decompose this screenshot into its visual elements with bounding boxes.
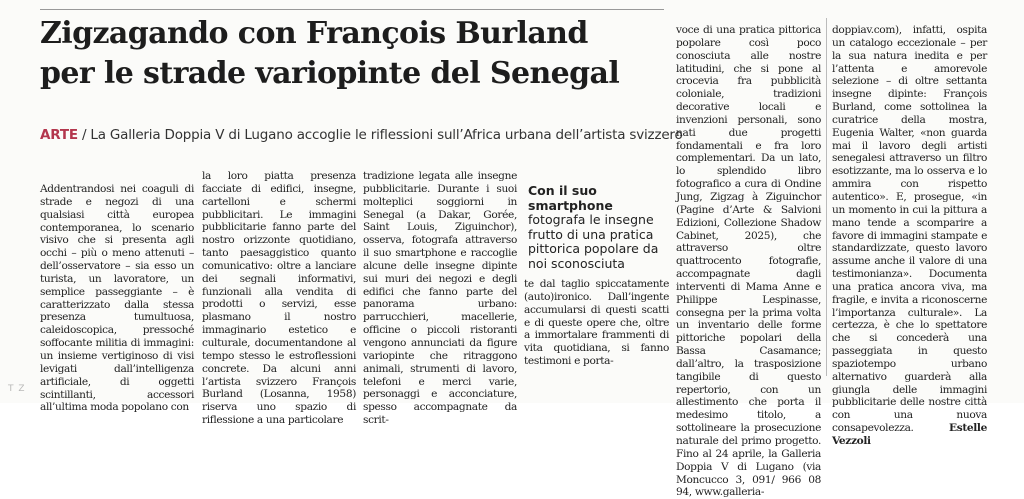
pull-quote: [528, 184, 668, 272]
pull-quote-title: Con il suo smartphone: [528, 183, 613, 213]
kicker: [40, 126, 683, 144]
headline: [40, 14, 666, 94]
pull-quote-text: fotografa le insegne frutto di una pratica pittorica popolare da noi sconosciuta: [528, 212, 659, 271]
author-signature: Estelle Vezzoli: [832, 422, 987, 447]
headline-line-2: per le strade variopinte del Senegal: [40, 56, 620, 91]
column-divider: [826, 18, 827, 376]
top-rule: [40, 9, 664, 10]
body-column-6: [832, 24, 987, 448]
body-column-5: voce di una pratica pittorica popolare così poco conosciuta alle nostre latitudini, che si pone al crocevia fra pubblicità coloniale, tradizioni decorative locali e invenzioni personali, sono nati due progetti fondamentali e fra loro complementari. Da un lato, lo splendido libro fotografico a cura di Ondine Jung, Zigzag à Ziguinchor (Pagine d’Arte & Salvioni Edizioni, Collezione Shadow Cabinet, 2025), che attraverso oltre quattrocento fotografie, accompagnate dagli interventi di Mama Anne e Philippe Lespinasse, consegna per la prima volta un inventario delle forme pittoriche popolari della Bassa Casamance; dall’altro, la trasposizione tangibile di questo repertorio, con un allestimento che porta il medesimo titolo, a sottolineare la prosecuzione naturale del primo progetto. Fino al 24 aprile, la Galleria Doppia V di Lugano (via Moncucco 3, 091/ 966 08 94, www.galleria-: [676, 24, 821, 499]
body-column-3: tradizione legata alle insegne pubblicitarie. Durante i suoi molteplici soggiorni in Senegal (a Dakar, Gorée, Saint Louis, Ziguinchor), osserva, fotografa attraverso il suo smartphone e raccoglie alcune delle insegne dipinte sui muri dei negozi e degli edifici che fanno parte del panorama urbano: parrucchieri, macellerie, officine o piccoli ristoranti vengono annunciati da figure variopinte che ritraggono animali, strumenti di lavoro, telefoni e merci varie, personaggi e acconciature, spesso accompagnate da scrit-: [363, 170, 517, 427]
page-corner-mark: T Z: [8, 384, 26, 394]
kicker-text: / La Galleria Doppia V di Lugano accoglie le riflessioni sull’Africa urbana dell’artista svizzero: [77, 127, 683, 143]
body-column-2: la loro piatta presenza facciate di edifici, insegne, cartelloni e schermi pubblicitari. Le immagini pubblicitarie fanno parte del nostro orizzonte quotidiano, tanto paesaggistico quanto comunicativo: oltre a lanciare dei segnali informativi, funzionali alla vendita di prodotti o servizi, esse plasmano il nostro immaginario estetico e culturale, documentandone al tempo stesso le estroflessioni concrete. Da alcuni anni l’artista svizzero François Burland (Losanna, 1958) riserva uno spazio di riflessione a una particolare: [202, 170, 356, 427]
headline-line-1: Zigzagando con François Burland: [40, 16, 588, 51]
section-label: ARTE: [40, 127, 78, 143]
body-column-1: Addentrandosi nei coaguli di strade e negozi di una qualsiasi città europea contemporanea, lo scenario visivo che si presenta agli occhi – più o meno attenuti – dell’osservatore – sia esso un turista, un lavoratore, un semplice passeggiante – è caratterizzato dalla stessa presenza tumultuosa, caleidoscopica, pressoché soffocante militia di immagini: un insieme vertiginoso di visi levigati dall’intelligenza artificiale, di oggetti scintillanti, accessori all’ultima moda popolano con: [40, 183, 194, 414]
body-column-4: te dal taglio spiccatamente (auto)ironico. Dall’ingente accumularsi di questi scatti e di queste opere che, oltre a immortalare frammenti di vita quotidiana, si fanno testimoni e porta-: [524, 278, 669, 368]
body-column-6-text: doppiav.com), infatti, ospita un catalogo eccezionale – per la sua natura inedita e per l’attenta e amorevole selezione – di oltre settanta insegne dipinte: François Burland, come sottolinea la curatrice della mostra, Eugenia Walter, «non guarda mai il lavoro degli artisti senegalesi attraverso un filtro esotizzante, ma lo osserva e lo ammira con rispetto autentico». E, prosegue, «in un momento in cui la pittura a mano tende a scomparire a favore di immagini stampate e standardizzate, questo lavoro assume anche il valore di una testimonianza». Documenta una pratica ancora viva, ma fragile, e invita a riconoscerne l’importanza culturale». La certezza, è che lo spettatore che si concederà una passeggiata in questo spaziotempo urbano alternativo guarderà alla giungla delle immagini pubblicitarie delle nostre città con una nuova consapevolezza.: [832, 24, 987, 435]
